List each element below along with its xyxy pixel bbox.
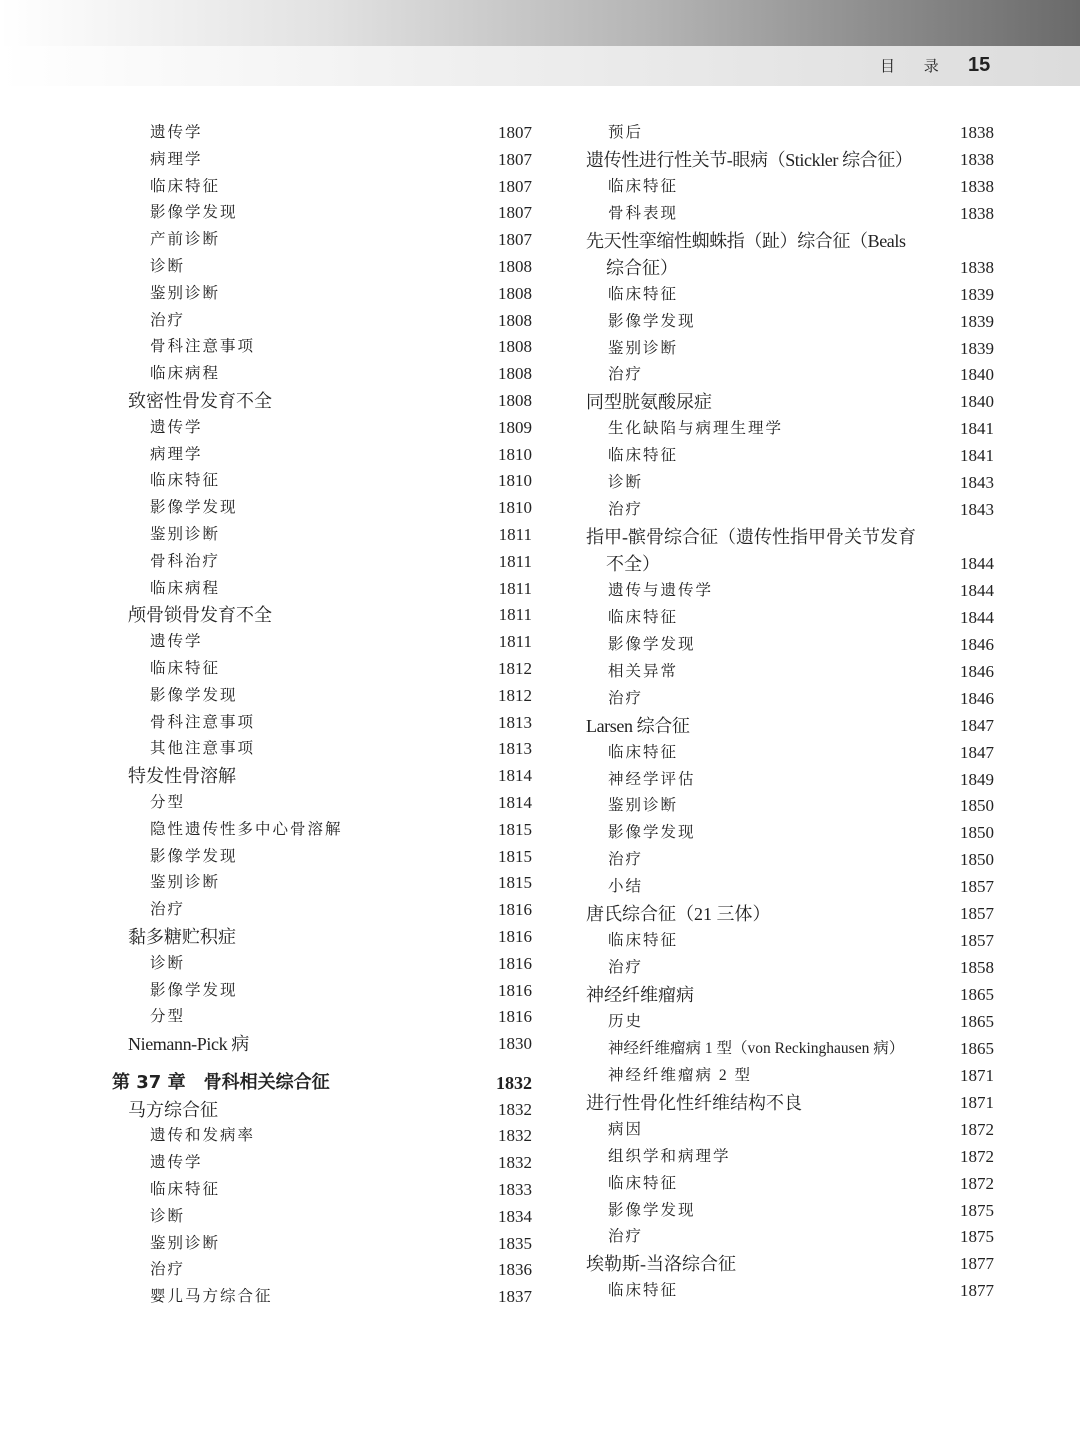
- toc-entry-title: 治疗: [608, 366, 644, 384]
- toc-entry-page: 1840: [960, 392, 994, 412]
- toc-section-entry: [576, 228, 994, 255]
- toc-subsection-entry: [576, 1063, 994, 1090]
- toc-subsection-entry: [576, 309, 994, 336]
- toc-subsection-entry: [100, 736, 532, 763]
- toc-entry-title: 临床病程: [150, 365, 221, 383]
- toc-entry-page: 1832: [498, 1099, 532, 1119]
- header-gradient-band: [0, 0, 1080, 46]
- toc-entry-page: 1857: [960, 931, 994, 951]
- toc-entry-title: 埃勒斯-当洛综合征: [586, 1254, 736, 1275]
- toc-section-entry: [100, 1097, 532, 1124]
- toc-entry-title: Larsen 综合征: [586, 715, 690, 736]
- toc-entry-page: 1844: [960, 607, 994, 627]
- toc-entry-page: 1808: [498, 390, 532, 410]
- toc-entry-title: 临床特征: [608, 1174, 679, 1192]
- toc-entry-page: 1811: [498, 578, 532, 598]
- toc-subsection-entry: [576, 874, 994, 901]
- toc-entry-title: 临床特征: [150, 659, 221, 677]
- toc-entry-title: 诊断: [608, 474, 644, 492]
- toc-entry-page: 1808: [498, 256, 532, 276]
- toc-section-entry: [576, 551, 994, 578]
- toc-subsection-entry: [100, 147, 532, 174]
- toc-entry-page: 1839: [960, 284, 994, 304]
- toc-chapter-entry: [100, 1070, 532, 1097]
- toc-entry-page: 1838: [960, 123, 994, 142]
- toc-subsection-entry: [576, 847, 994, 874]
- toc-entry-title: 临床特征: [608, 932, 679, 950]
- toc-entry-title: 临床特征: [608, 447, 679, 465]
- toc-subsection-entry: [100, 1231, 532, 1258]
- toc-subsection-entry: [100, 1004, 532, 1031]
- toc-entry-title: 鉴别诊断: [150, 874, 221, 892]
- toc-entry-page: 1877: [960, 1254, 994, 1274]
- toc-entry-title: 病因: [608, 1120, 644, 1138]
- toc-entry-page: 1843: [960, 500, 994, 520]
- toc-subsection-entry: [100, 468, 532, 495]
- toc-subsection-entry: [576, 1278, 994, 1305]
- toc-subsection-entry: [100, 227, 532, 254]
- toc-entry-title: 致密性骨发育不全: [128, 390, 272, 411]
- toc-entry-title: 骨科表现: [608, 204, 679, 222]
- toc-entry-page: 1843: [960, 473, 994, 493]
- toc-entry-title: 进行性骨化性纤维结构不良: [586, 1092, 802, 1113]
- toc-subsection-entry: [576, 497, 994, 524]
- toc-entry-page: 1808: [498, 337, 532, 357]
- toc-subsection-entry: [100, 1150, 532, 1177]
- toc-subsection-entry: [576, 1224, 994, 1251]
- toc-entry-page: 1841: [960, 419, 994, 439]
- toc-subsection-entry: [100, 522, 532, 549]
- toc-subsection-entry: [100, 951, 532, 978]
- toc-subsection-entry: [100, 1177, 532, 1204]
- toc-entry-page: 1807: [498, 176, 532, 196]
- toc-subsection-entry: [100, 870, 532, 897]
- toc-entry-title: 影像学发现: [150, 981, 238, 999]
- toc-entry-title: 治疗: [608, 959, 644, 977]
- toc-entry-page: 1813: [498, 712, 532, 732]
- toc-entry-title: 鉴别诊断: [608, 339, 679, 357]
- toc-entry-page: 1814: [498, 792, 532, 812]
- toc-subsection-entry: [100, 1257, 532, 1284]
- toc-entry-title: 鉴别诊断: [150, 284, 221, 302]
- toc-entry-title: 治疗: [608, 501, 644, 519]
- toc-subsection-entry: [100, 200, 532, 227]
- toc-entry-page: 1816: [498, 926, 532, 946]
- toc-entry-title: 历史: [608, 1012, 644, 1030]
- toc-entry-title: 影像学发现: [608, 312, 696, 330]
- toc-entry-title: 产前诊断: [150, 231, 221, 249]
- toc-entry-title: 先天性挛缩性蜘蛛指（趾）综合征（Beals: [586, 230, 906, 251]
- toc-entry-page: 1838: [960, 149, 994, 169]
- toc-subsection-entry: [576, 443, 994, 470]
- toc-entry-page: 1844: [960, 554, 994, 573]
- toc-entry-page: 1875: [960, 1227, 994, 1247]
- toc-entry-title: 第 37 章 骨科相关综合征: [112, 1071, 330, 1093]
- toc-subsection-entry: [576, 820, 994, 847]
- toc-entry-title: 遗传学: [150, 418, 203, 436]
- toc-entry-page: 1872: [960, 1146, 994, 1166]
- toc-entry-title: 婴儿马方综合征: [150, 1288, 273, 1306]
- toc-entry-page: 1838: [960, 176, 994, 196]
- toc-subsection-entry: [576, 201, 994, 228]
- toc-entry-page: 1814: [498, 766, 532, 786]
- toc-entry-title: 遗传与遗传学: [608, 581, 714, 599]
- toc-entry-title: 治疗: [150, 1261, 186, 1279]
- toc-section-entry: [576, 1090, 994, 1117]
- toc-entry-page: 1846: [960, 661, 994, 681]
- toc-entry-page: 1839: [960, 338, 994, 358]
- toc-entry-title: 遗传学: [150, 633, 203, 651]
- toc-entry-title: 临床特征: [150, 1181, 221, 1199]
- toc-entry-page: 1865: [960, 985, 994, 1004]
- toc-entry-title: 影像学发现: [608, 635, 696, 653]
- toc-entry-page: 1832: [498, 1126, 532, 1146]
- toc-entry-title: 神经纤维瘤病: [586, 985, 694, 1005]
- toc-entry-title: 临床特征: [608, 285, 679, 303]
- toc-left-column: [100, 120, 532, 1311]
- toc-entry-title: 治疗: [150, 311, 186, 329]
- toc-entry-page: 1872: [960, 1119, 994, 1139]
- toc-entry-page: 1875: [960, 1200, 994, 1220]
- toc-subsection-entry: [100, 120, 532, 147]
- toc-entry-title: 小结: [608, 878, 644, 896]
- toc-subsection-entry: [576, 1171, 994, 1198]
- toc-entry-title: 诊断: [150, 257, 186, 275]
- toc-subsection-entry: [576, 632, 994, 659]
- toc-entry-page: 1871: [960, 1092, 994, 1112]
- toc-subsection-entry: [100, 683, 532, 710]
- toc-entry-title: Niemann-Pick 病: [128, 1034, 249, 1055]
- toc-subsection-entry: [100, 1204, 532, 1231]
- toc-entry-title: 临床病程: [150, 579, 221, 597]
- toc-subsection-entry: [100, 442, 532, 469]
- toc-subsection-entry: [576, 605, 994, 632]
- toc-subsection-entry: [100, 710, 532, 737]
- toc-subsection-entry: [576, 767, 994, 794]
- toc-subsection-entry: [576, 1144, 994, 1171]
- toc-subsection-entry: [576, 1009, 994, 1036]
- toc-entry-title: 骨科注意事项: [150, 713, 256, 731]
- toc-entry-title: 综合征）: [606, 257, 678, 278]
- toc-subsection-entry: [100, 1284, 532, 1311]
- toc-entry-title: 临床特征: [608, 608, 679, 626]
- toc-entry-title: 生化缺陷与病理生理学: [608, 420, 784, 438]
- toc-entry-title: 临床特征: [608, 743, 679, 761]
- toc-entry-page: 1850: [960, 850, 994, 870]
- toc-entry-title: 预后: [608, 124, 644, 141]
- toc-entry-page: 1811: [498, 632, 532, 652]
- toc-entry-title: 特发性骨溶解: [128, 766, 236, 787]
- toc-subsection-entry: [100, 361, 532, 388]
- toc-entry-page: 1839: [960, 311, 994, 331]
- toc-subsection-entry: [576, 793, 994, 820]
- toc-entry-title: 治疗: [608, 1228, 644, 1246]
- toc-subsection-entry: [576, 1198, 994, 1225]
- toc-entry-title: 同型胱氨酸尿症: [586, 392, 712, 413]
- toc-entry-title: 遗传性进行性关节-眼病（Stickler 综合征）: [586, 149, 913, 170]
- toc-entry-page: 1832: [496, 1072, 532, 1093]
- toc-section-entry: [576, 524, 994, 551]
- toc-entry-page: 1835: [498, 1233, 532, 1253]
- toc-entry-page: 1830: [498, 1034, 532, 1054]
- toc-entry-page: 1807: [498, 230, 532, 250]
- toc-entry-title: 治疗: [150, 901, 186, 919]
- toc-entry-page: 1840: [960, 365, 994, 385]
- toc-entry-title: 治疗: [608, 851, 644, 869]
- toc-subsection-entry: [100, 790, 532, 817]
- toc-subsection-entry: [100, 844, 532, 871]
- toc-subsection-entry: [576, 120, 994, 147]
- toc-entry-title: 诊断: [150, 1207, 186, 1225]
- toc-entry-title: 影像学发现: [150, 686, 238, 704]
- toc-entry-page: 1816: [498, 953, 532, 973]
- toc-entry-page: 1816: [498, 980, 532, 1000]
- toc-entry-title: 马方综合征: [128, 1099, 218, 1120]
- toc-entry-title: 组织学和病理学: [608, 1147, 731, 1165]
- toc-entry-page: 1844: [960, 580, 994, 600]
- toc-subsection-entry: [576, 362, 994, 389]
- toc-subsection-entry: [576, 1036, 994, 1063]
- toc-section-entry: [576, 982, 994, 1009]
- toc-entry-title: 隐性遗传性多中心骨溶解: [150, 820, 343, 838]
- toc-entry-title: 鉴别诊断: [608, 797, 679, 815]
- toc-entry-title: 不全）: [606, 554, 660, 574]
- toc-entry-title: 病理学: [150, 445, 203, 463]
- toc-entry-page: 1832: [498, 1153, 532, 1173]
- toc-entry-page: 1865: [960, 1011, 994, 1031]
- toc-entry-title: 神经学评估: [608, 770, 696, 788]
- toc-subsection-entry: [100, 334, 532, 361]
- toc-entry-page: 1808: [498, 283, 532, 303]
- toc-entry-title: 临床特征: [150, 177, 221, 195]
- toc-entry-page: 1850: [960, 823, 994, 843]
- toc-entry-title: 遗传学: [150, 1154, 203, 1172]
- toc-section-entry: [576, 1251, 994, 1278]
- toc-subsection-entry: [100, 174, 532, 201]
- running-header-title: 目 录: [880, 57, 951, 75]
- toc-entry-page: 1857: [960, 904, 994, 924]
- toc-entry-page: 1807: [498, 149, 532, 169]
- toc-section-entry: [576, 901, 994, 928]
- toc-entry-page: 1807: [498, 203, 532, 223]
- toc-subsection-entry: [576, 928, 994, 955]
- toc-subsection-entry: [100, 415, 532, 442]
- toc-subsection-entry: [576, 686, 994, 713]
- toc-subsection-entry: [576, 174, 994, 201]
- toc-entry-page: 1857: [960, 877, 994, 897]
- toc-entry-title: 影像学发现: [150, 499, 238, 517]
- toc-entry-page: 1816: [498, 1007, 532, 1027]
- toc-subsection-entry: [576, 470, 994, 497]
- toc-subsection-entry: [576, 578, 994, 605]
- toc-entry-page: 1813: [498, 739, 532, 759]
- toc-entry-title: 指甲-髌骨综合征（遗传性指甲骨关节发育: [586, 527, 916, 548]
- toc-entry-title: 鉴别诊断: [150, 525, 221, 543]
- toc-entry-page: 1841: [960, 446, 994, 466]
- toc-entry-title: 颅骨锁骨发育不全: [128, 605, 272, 626]
- toc-entry-title: 遗传学: [150, 124, 203, 141]
- toc-entry-title: 遗传和发病率: [150, 1127, 256, 1145]
- toc-section-entry: [576, 389, 994, 416]
- toc-subsection-entry: [100, 897, 532, 924]
- toc-subsection-entry: [100, 308, 532, 335]
- toc-subsection-entry: [100, 281, 532, 308]
- toc-entry-title: 唐氏综合征（21 三体）: [586, 904, 771, 925]
- toc-entry-page: 1838: [960, 203, 994, 223]
- toc-subsection-entry: [100, 656, 532, 683]
- toc-entry-title: 黏多糖贮积症: [128, 926, 236, 947]
- toc-entry-page: 1836: [498, 1260, 532, 1280]
- toc-entry-page: 1812: [498, 658, 532, 678]
- toc-entry-page: 1871: [960, 1065, 994, 1085]
- toc-entry-page: 1810: [498, 498, 532, 518]
- toc-subsection-entry: [576, 740, 994, 767]
- toc-entry-title: 临床特征: [150, 472, 221, 490]
- toc-entry-page: 1811: [498, 524, 532, 544]
- toc-subsection-entry: [576, 1117, 994, 1144]
- toc-entry-page: 1808: [498, 310, 532, 330]
- toc-entry-title: 分型: [150, 793, 186, 811]
- toc-entry-title: 神经纤维瘤病 1 型（von Reckinghausen 病）: [608, 1039, 905, 1057]
- toc-entry-title: 影像学发现: [150, 204, 238, 222]
- toc-entry-page: 1809: [498, 417, 532, 437]
- toc-entry-page: 1850: [960, 796, 994, 816]
- toc-section-entry: [576, 255, 994, 282]
- toc-section-entry: [100, 924, 532, 951]
- toc-entry-page: 1833: [498, 1180, 532, 1200]
- toc-section-entry: [576, 713, 994, 740]
- toc-subsection-entry: [100, 576, 532, 603]
- toc-entry-title: 鉴别诊断: [150, 1234, 221, 1252]
- toc-entry-page: 1872: [960, 1173, 994, 1193]
- toc-subsection-entry: [100, 254, 532, 281]
- toc-entry-title: 临床特征: [608, 1282, 679, 1300]
- toc-entry-title: 影像学发现: [150, 847, 238, 865]
- toc-entry-page: 1815: [498, 873, 532, 893]
- toc-entry-page: 1811: [498, 605, 532, 625]
- toc-subsection-entry: [100, 629, 532, 656]
- toc-entry-page: 1810: [498, 471, 532, 491]
- toc-entry-title: 骨科注意事项: [150, 338, 256, 356]
- toc-entry-page: 1812: [498, 685, 532, 705]
- toc-subsection-entry: [576, 336, 994, 363]
- toc-entry-title: 相关异常: [608, 662, 679, 680]
- page-number: 15: [968, 54, 991, 76]
- toc-section-entry: [576, 147, 994, 174]
- toc-entry-page: 1846: [960, 634, 994, 654]
- toc-subsection-entry: [576, 282, 994, 309]
- toc-entry-title: 其他注意事项: [150, 740, 256, 758]
- toc-entry-page: 1838: [960, 257, 994, 277]
- toc-entry-title: 分型: [150, 1008, 186, 1026]
- toc-entry-title: 影像学发现: [608, 1201, 696, 1219]
- toc-entry-title: 影像学发现: [608, 824, 696, 842]
- toc-entry-page: 1834: [498, 1206, 532, 1226]
- toc-entry-page: 1847: [960, 742, 994, 762]
- toc-entry-title: 诊断: [150, 954, 186, 972]
- toc-entry-page: 1865: [960, 1038, 994, 1058]
- toc-subsection-entry: [100, 1123, 532, 1150]
- toc-entry-page: 1816: [498, 900, 532, 920]
- toc-subsection-entry: [100, 817, 532, 844]
- toc-entry-page: 1849: [960, 769, 994, 789]
- toc-section-entry: [100, 1031, 532, 1058]
- toc-entry-page: 1811: [498, 551, 532, 571]
- toc-entry-page: 1847: [960, 715, 994, 735]
- toc-entry-page: 1815: [498, 846, 532, 866]
- toc-section-entry: [100, 388, 532, 415]
- toc-subsection-entry: [100, 495, 532, 522]
- toc-entry-title: 神经纤维瘤病 2 型: [608, 1066, 753, 1084]
- toc-subsection-entry: [576, 416, 994, 443]
- toc-entry-page: 1807: [498, 123, 532, 142]
- toc-entry-title: 骨科治疗: [150, 552, 221, 570]
- toc-right-column: [576, 120, 994, 1305]
- toc-entry-page: 1858: [960, 958, 994, 978]
- toc-entry-page: 1810: [498, 444, 532, 464]
- toc-entry-page: 1808: [498, 364, 532, 384]
- toc-entry-title: 临床特征: [608, 177, 679, 195]
- toc-subsection-entry: [576, 955, 994, 982]
- toc-entry-page: 1815: [498, 819, 532, 839]
- toc-subsection-entry: [100, 978, 532, 1005]
- toc-section-entry: [100, 602, 532, 629]
- toc-entry-page: 1846: [960, 688, 994, 708]
- toc-subsection-entry: [576, 659, 994, 686]
- toc-section-entry: [100, 763, 532, 790]
- toc-entry-title: 治疗: [608, 689, 644, 707]
- toc-entry-title: 病理学: [150, 150, 203, 168]
- toc-entry-page: 1877: [960, 1281, 994, 1301]
- toc-entry-page: 1837: [498, 1287, 532, 1307]
- toc-subsection-entry: [100, 549, 532, 576]
